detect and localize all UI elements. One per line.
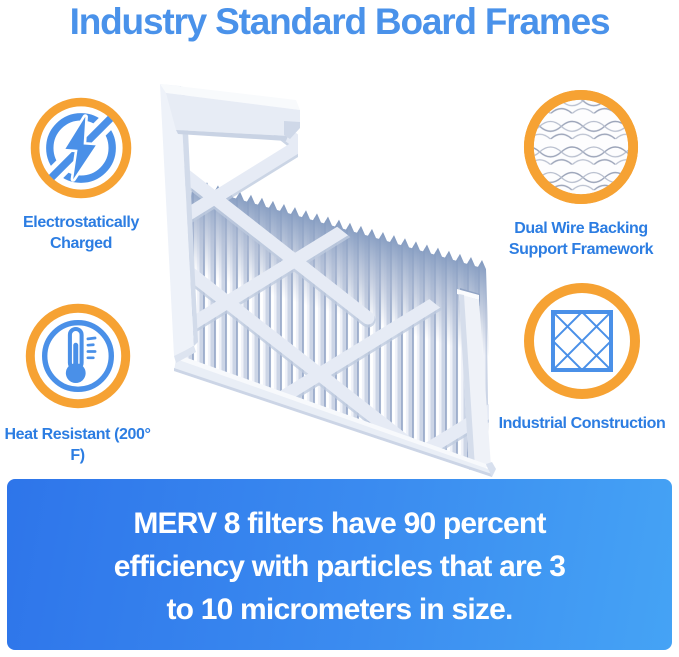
feature-label-heat-resistant: Heat Resistant (200° F) xyxy=(4,426,151,464)
banner-line: efficiency with particles that are 3 xyxy=(113,550,566,583)
feature-heat-resistant xyxy=(0,302,155,466)
feature-label-wire-backing: Dual Wire Backing Support Framework xyxy=(508,220,654,258)
thermometer-icon xyxy=(24,302,132,410)
air-filter-product-image xyxy=(148,78,510,478)
banner-text xyxy=(7,479,672,631)
mesh-grid-icon xyxy=(522,281,642,401)
page-title: Industry Standard Board Frames xyxy=(69,1,610,42)
feature-label-electrostatic: Electrostatically Charged xyxy=(23,214,139,252)
wire-mesh-icon xyxy=(522,88,640,206)
lightning-icon xyxy=(29,96,133,200)
feature-electrostatic xyxy=(2,96,160,254)
banner-line: to 10 micrometers in size. xyxy=(166,593,513,626)
filter-frame-top xyxy=(160,84,300,141)
feature-wire-backing xyxy=(495,88,667,260)
banner-line: MERV 8 filters have 90 percent xyxy=(133,507,546,540)
banner xyxy=(7,479,672,650)
feature-industrial xyxy=(496,281,668,434)
feature-label-industrial: Industrial Construction xyxy=(498,415,666,432)
